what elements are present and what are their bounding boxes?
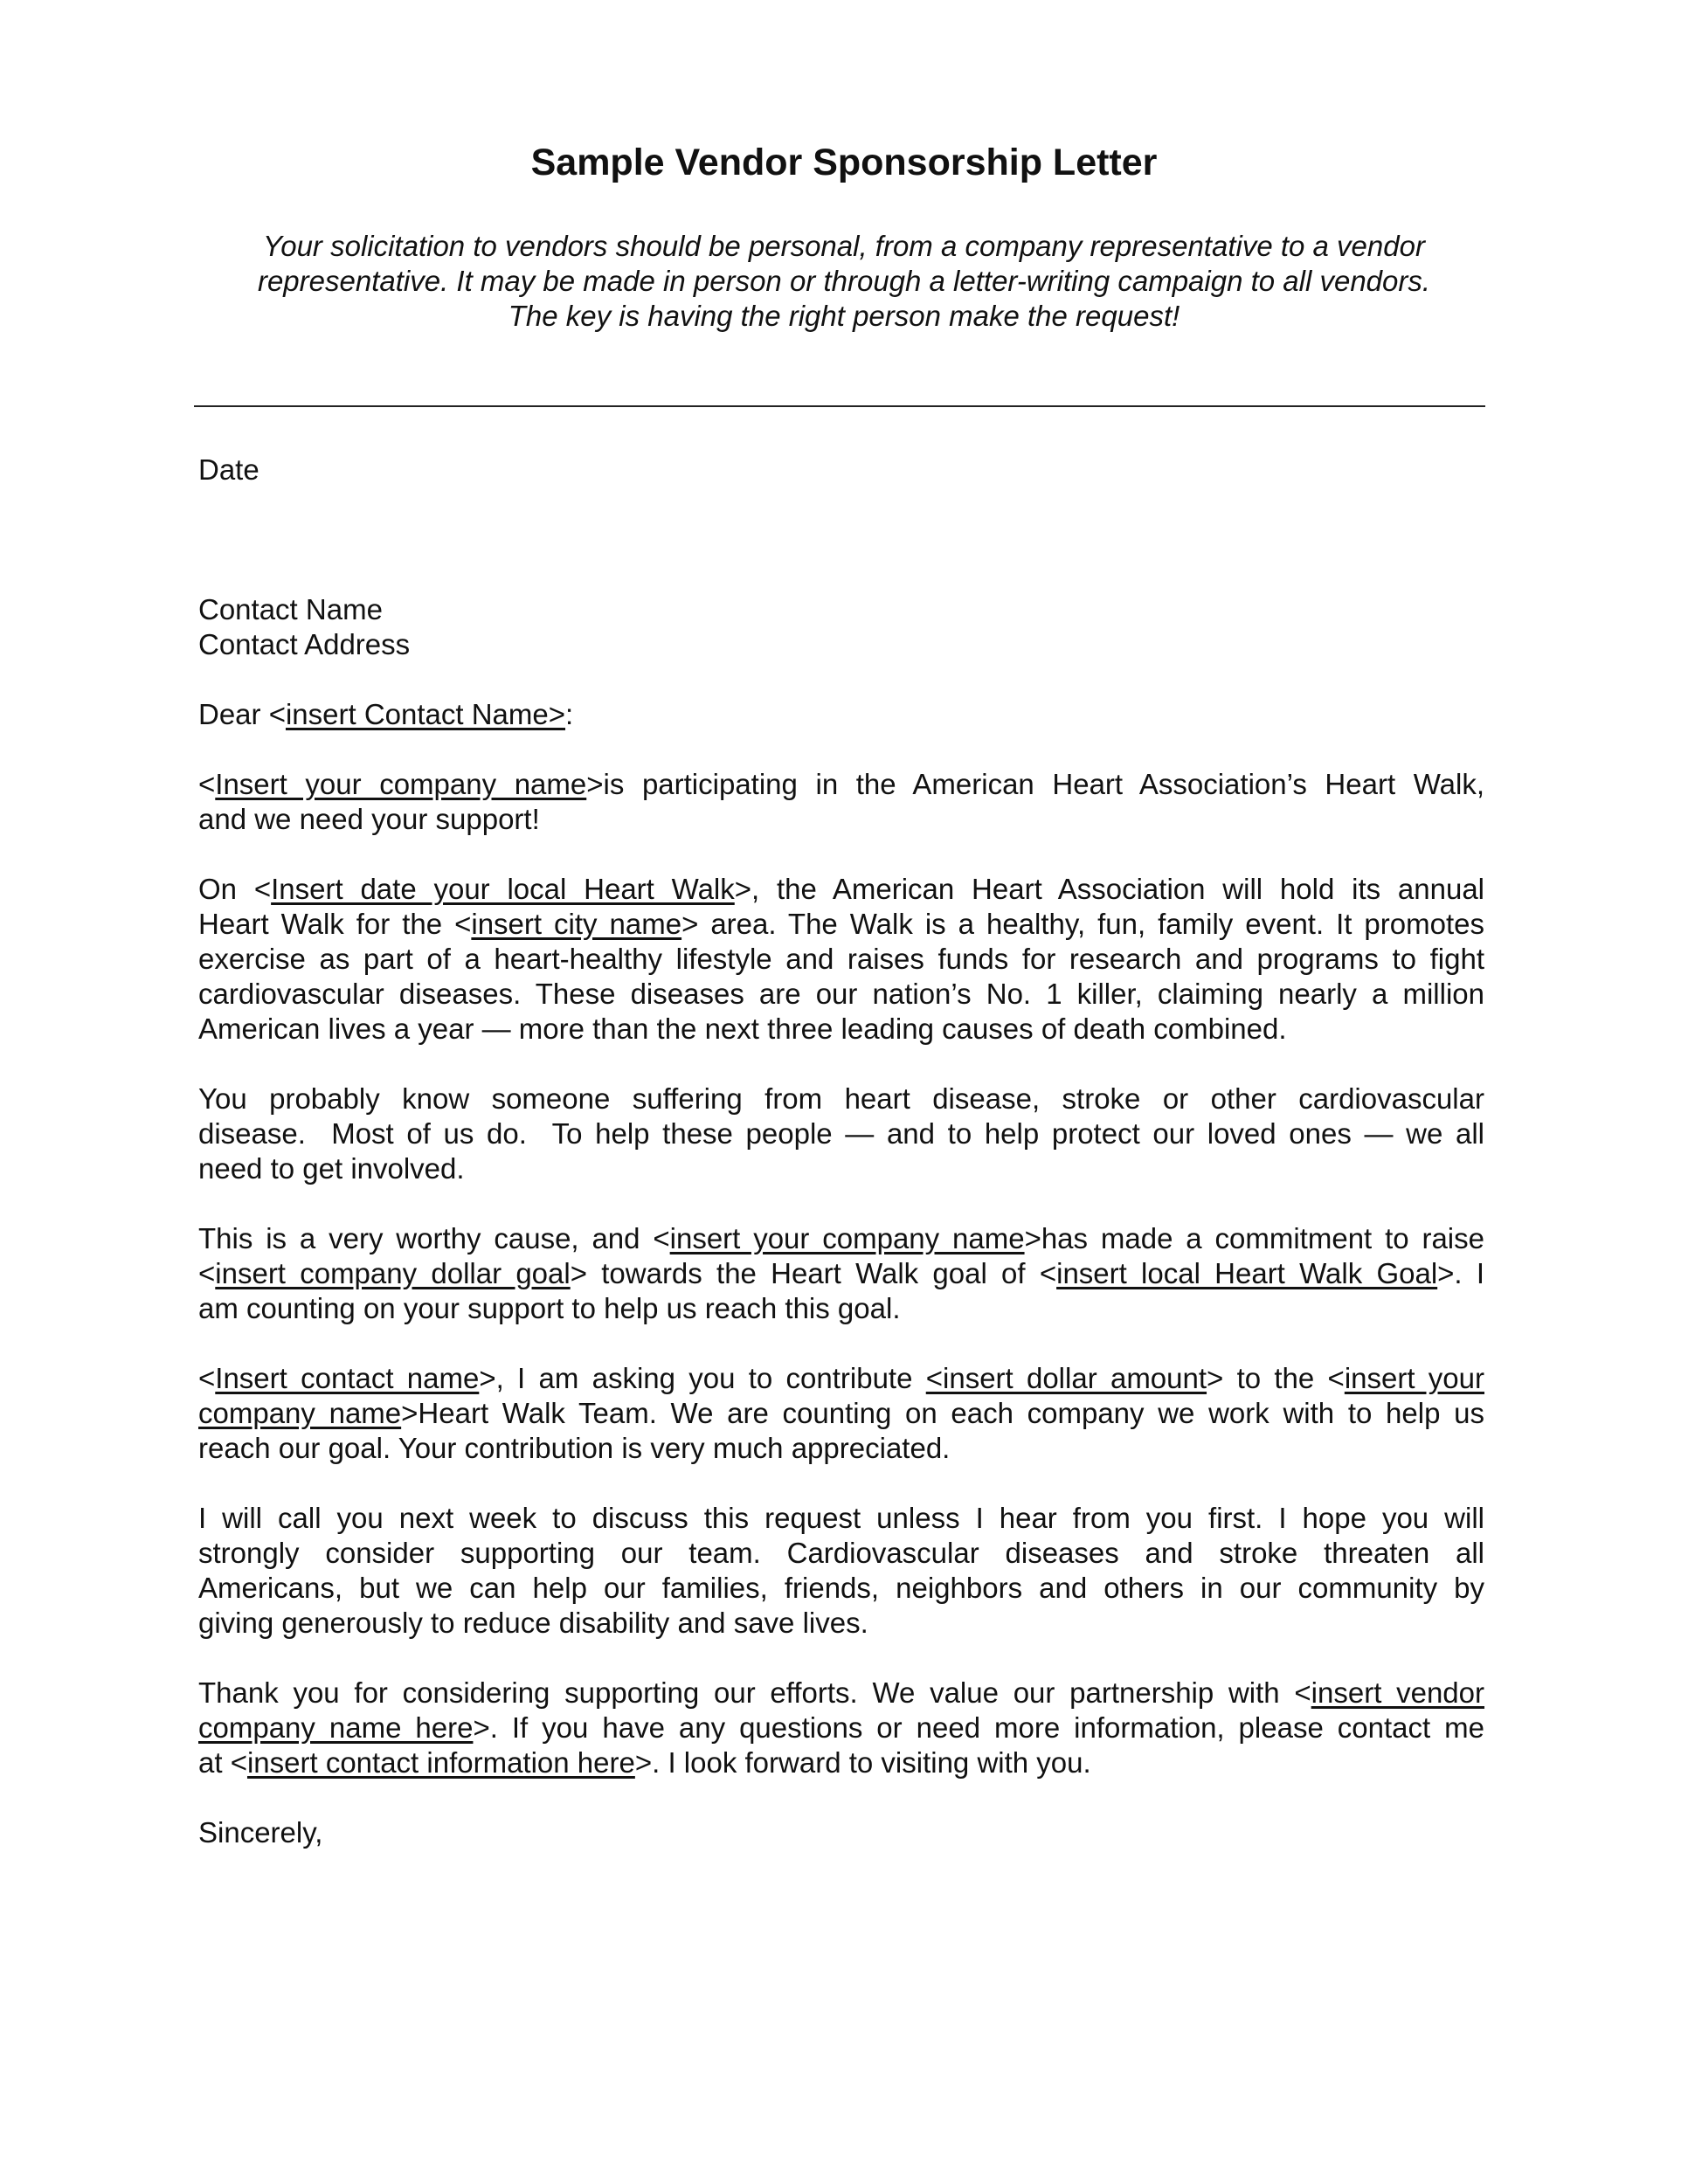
intro-instructions xyxy=(175,229,1513,334)
contact-name: Contact Name xyxy=(198,593,383,625)
placeholder-heart-walk-date: Insert date your local Heart Walk xyxy=(271,873,735,905)
text-run: Thank you for considering supporting our efforts. We value our partnership with < xyxy=(198,1676,1311,1709)
text-run: >is participating in the American Heart Association’s Heart Walk, xyxy=(586,768,1485,800)
text-line: need to get involved. xyxy=(198,1152,465,1185)
recipient-block xyxy=(198,592,1484,662)
text-run: > area. The Walk is a healthy, fun, family event. It promotes xyxy=(681,908,1484,940)
text-run: This is a very worthy cause, and < xyxy=(198,1222,670,1254)
text-run: < xyxy=(198,768,216,800)
text-run: > to the < xyxy=(1207,1362,1345,1394)
paragraph-5 xyxy=(198,1361,1484,1466)
text-run: at < xyxy=(198,1746,247,1779)
text-run: < xyxy=(198,1257,216,1289)
paragraph-7 xyxy=(198,1676,1484,1780)
closing xyxy=(198,1815,1484,1850)
text-line: and we need your support! xyxy=(198,803,540,835)
text-run: < xyxy=(198,1362,216,1394)
text-line: You probably know someone suffering from heart disease, stroke or other cardiovascular xyxy=(198,1082,1484,1115)
letter-title: Sample Vendor Sponsorship Letter xyxy=(530,142,1158,183)
salutation-suffix: : xyxy=(565,698,574,730)
text-run: >. If you have any questions or need more information, please contact me xyxy=(473,1711,1484,1744)
text-run: >, I am asking you to contribute xyxy=(479,1362,926,1394)
text-run: >. I look forward to visiting with you. xyxy=(634,1746,1091,1779)
placeholder-vendor: insert vendor xyxy=(1311,1676,1485,1709)
placeholder-contact-name: Insert contact name xyxy=(215,1362,480,1394)
placeholder-heart-walk-goal: insert local Heart Walk Goal xyxy=(1056,1257,1438,1289)
placeholder-your-company: insert your xyxy=(1344,1362,1484,1394)
text-line: disease. Most of us do. To help these people — and to help protect our loved ones — we all xyxy=(198,1117,1484,1150)
text-line: am counting on your support to help us reach this goal. xyxy=(198,1292,901,1324)
salutation-prefix: Dear < xyxy=(198,698,286,730)
closing-text: Sincerely, xyxy=(198,1816,323,1849)
text-line: exercise as part of a heart-healthy lifestyle and raises funds for research and programs to fight xyxy=(198,943,1484,975)
placeholder-company-dollar-goal: insert company dollar goal xyxy=(215,1257,571,1289)
contact-address: Contact Address xyxy=(198,628,411,660)
horizontal-divider xyxy=(194,405,1485,407)
paragraph-6 xyxy=(198,1501,1484,1641)
text-run: >has made a commitment to raise xyxy=(1024,1222,1484,1254)
text-line: cardiovascular diseases. These diseases are our nation’s No. 1 killer, claiming nearly a million xyxy=(198,978,1484,1010)
placeholder-vendor-company-name: company name here xyxy=(198,1711,474,1744)
placeholder-contact-information: insert contact information here xyxy=(246,1746,635,1779)
text-line: I will call you next week to discuss this request unless I hear from you first. I hope you will xyxy=(198,1502,1484,1534)
date-text: Date xyxy=(198,453,259,486)
placeholder-city-name: insert city name xyxy=(471,908,682,940)
intro-line: Your solicitation to vendors should be personal, from a company representative to a vendor xyxy=(263,230,1425,262)
intro-line: The key is having the right person make the request! xyxy=(508,300,1180,332)
intro-line: representative. It may be made in person or through a letter-writing campaign to all vendors. xyxy=(257,265,1431,297)
placeholder-company-name: company name xyxy=(198,1397,402,1429)
text-run: On < xyxy=(198,873,272,905)
salutation xyxy=(198,697,1484,732)
text-line: strongly consider supporting our team. Cardiovascular diseases and stroke threaten all xyxy=(198,1537,1484,1569)
placeholder-company-name: Insert your company name xyxy=(215,768,587,800)
text-line: giving generously to reduce disability and save lives. xyxy=(198,1607,868,1639)
date-line xyxy=(198,453,1484,487)
text-run: >. I xyxy=(1437,1257,1485,1289)
text-line: reach our goal. Your contribution is very much appreciated. xyxy=(198,1432,951,1464)
paragraph-2 xyxy=(198,872,1484,1047)
paragraph-3 xyxy=(198,1082,1484,1186)
placeholder-dollar-amount: <insert dollar amount xyxy=(925,1362,1207,1394)
text-run: >, the American Heart Association will hold its annual xyxy=(734,873,1485,905)
text-line: Americans, but we can help our families, friends, neighbors and others in our community by xyxy=(198,1572,1484,1604)
placeholder-company-name: insert your company name xyxy=(669,1222,1025,1254)
text-run: >Heart Walk Team. We are counting on each company we work with to help us xyxy=(401,1397,1484,1429)
text-line: American lives a year — more than the next three leading causes of death combined. xyxy=(198,1013,1287,1045)
placeholder-contact-name: insert Contact Name> xyxy=(285,698,566,730)
paragraph-1 xyxy=(198,767,1484,837)
paragraph-4 xyxy=(198,1221,1484,1326)
text-run: > towards the Heart Walk goal of < xyxy=(570,1257,1057,1289)
text-run: Heart Walk for the < xyxy=(198,908,472,940)
